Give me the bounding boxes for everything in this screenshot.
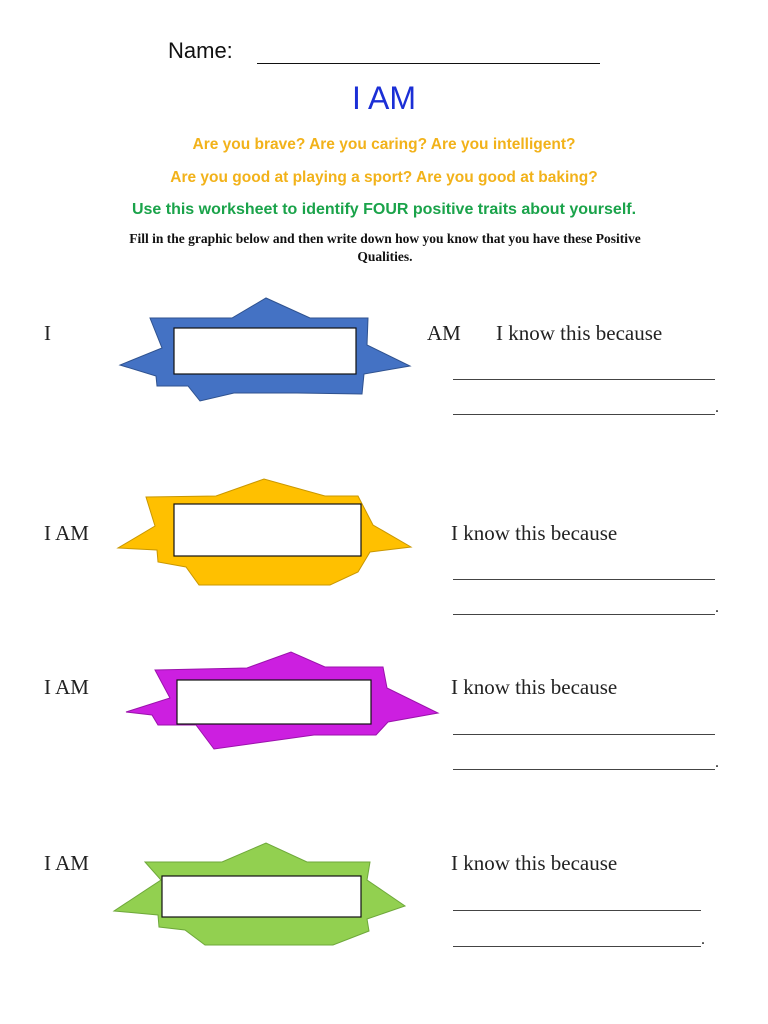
- row-2-i-am-label: I AM: [44, 521, 89, 545]
- prompt-line-2: Are you good at playing a sport? Are you good at baking?: [170, 169, 598, 186]
- row-1-because-label: I know this because: [496, 321, 663, 345]
- row-1-i-label: I: [44, 321, 51, 345]
- row-3-period: .: [715, 754, 719, 771]
- row-4-answer-box[interactable]: [162, 876, 361, 917]
- row-4-write-line-2[interactable]: [453, 946, 701, 947]
- row-2-period: .: [715, 599, 719, 616]
- black-instruction-line-1: Fill in the graphic below and then write down how you know that you have these Positive: [129, 231, 641, 246]
- row-3-because-label: I know this because: [451, 675, 618, 699]
- row-4-because-label: I know this because: [451, 851, 618, 875]
- row-4-i-am-label: I AM: [44, 851, 89, 875]
- row-1-am-label: AM: [427, 321, 461, 345]
- row-4-period: .: [701, 931, 705, 948]
- green-instruction: Use this worksheet to identify FOUR positive traits about yourself.: [131, 201, 637, 218]
- row-1-period: .: [715, 399, 719, 416]
- row-4-write-line-1[interactable]: [453, 910, 701, 911]
- name-label: Name:: [168, 38, 233, 63]
- row-3-i-am-label: I AM: [44, 675, 89, 699]
- page-title: I AM: [351, 80, 416, 116]
- row-2-because-label: I know this because: [451, 521, 618, 545]
- black-instruction-line-2: Qualities.: [357, 249, 413, 264]
- prompt-line-1: Are you brave? Are you caring? Are you intelligent?: [192, 136, 576, 153]
